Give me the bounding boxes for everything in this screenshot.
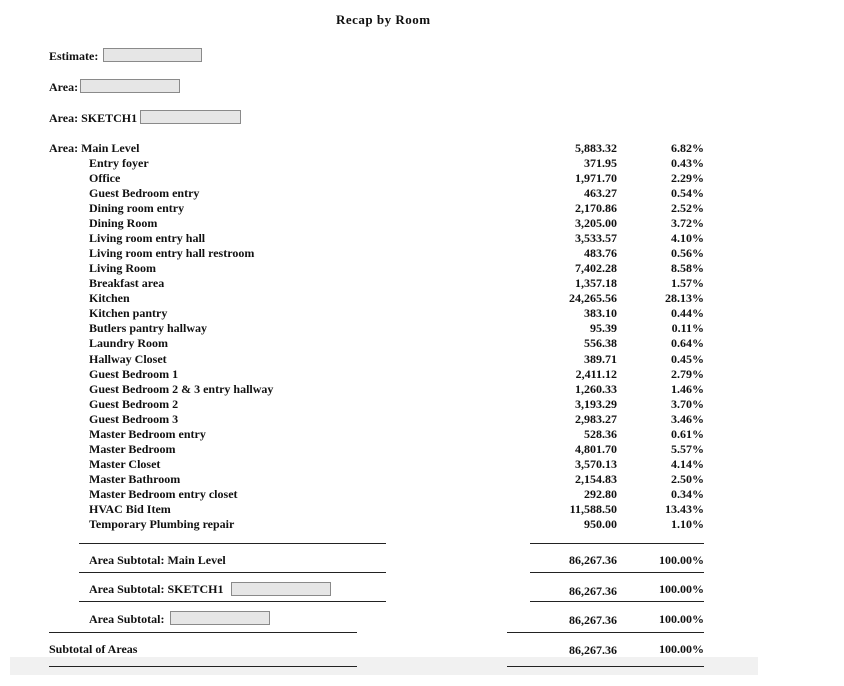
- room-value: 1,971.70: [575, 171, 617, 185]
- room-value: 463.27: [584, 186, 617, 200]
- room-value: 3,570.13: [575, 457, 617, 471]
- subtotal-sketch-value: 86,267.36: [569, 584, 617, 598]
- grand-total-label: Subtotal of Areas: [49, 642, 138, 656]
- area-sketch-label: Area: SKETCH1: [49, 111, 138, 125]
- room-value: 95.39: [590, 321, 617, 335]
- room-name: Entry foyer: [89, 156, 149, 170]
- divider: [530, 572, 704, 573]
- room-name: Living room entry hall restroom: [89, 246, 255, 260]
- area-sketch-redacted-field: [140, 110, 241, 124]
- room-name: Laundry Room: [89, 336, 169, 350]
- room-pct: 8.58%: [671, 261, 704, 275]
- area-redacted-field: [80, 79, 180, 93]
- room-pct: 2.52%: [671, 201, 704, 215]
- room-pct: 3.70%: [671, 397, 704, 411]
- area-main-label: Area: Main Level: [49, 141, 140, 155]
- divider: [530, 601, 704, 602]
- room-name: Butlers pantry hallway: [89, 321, 208, 335]
- room-name: Master Bedroom entry: [89, 427, 206, 441]
- room-value: 292.80: [584, 487, 617, 501]
- room-value: 950.00: [584, 517, 617, 531]
- room-value: 2,411.12: [575, 367, 617, 381]
- estimate-redacted-field: [103, 48, 202, 62]
- subtotal-sketch-redacted-field: [231, 582, 331, 596]
- room-value: 3,193.29: [575, 397, 617, 411]
- room-value: 3,205.00: [575, 216, 617, 230]
- room-pct: 4.14%: [671, 457, 704, 471]
- room-pct: 3.72%: [671, 216, 704, 230]
- estimate-label: Estimate:: [49, 49, 99, 63]
- room-name: Kitchen pantry: [89, 306, 168, 320]
- room-name: Master Bathroom: [89, 472, 181, 486]
- room-pct: 0.45%: [671, 352, 704, 366]
- room-value: 2,170.86: [575, 201, 617, 215]
- room-name: HVAC Bid Item: [89, 502, 171, 516]
- divider: [79, 601, 386, 602]
- divider: [49, 632, 357, 633]
- room-name: Guest Bedroom 2 & 3 entry hallway: [89, 382, 274, 396]
- area-label: Area:: [49, 80, 79, 94]
- divider: [49, 666, 357, 667]
- room-value: 1,357.18: [575, 276, 617, 290]
- room-name: Breakfast area: [89, 276, 165, 290]
- room-name: Guest Bedroom 1: [89, 367, 179, 381]
- grand-total-pct: 100.00%: [659, 642, 704, 656]
- room-name: Guest Bedroom 3: [89, 412, 179, 426]
- divider: [507, 666, 704, 667]
- main-level-value: 5,883.32: [575, 141, 617, 155]
- subtotal-main-label: Area Subtotal: Main Level: [89, 553, 226, 567]
- room-pct: 1.57%: [671, 276, 704, 290]
- subtotal-area-redacted-field: [170, 611, 270, 625]
- room-name: Guest Bedroom entry: [89, 186, 200, 200]
- room-name: Kitchen: [89, 291, 130, 305]
- room-value: 528.36: [584, 427, 617, 441]
- room-value: 3,533.57: [575, 231, 617, 245]
- room-pct: 0.61%: [671, 427, 704, 441]
- room-pct: 2.29%: [671, 171, 704, 185]
- page-title: Recap by Room: [336, 12, 431, 27]
- room-pct: 2.79%: [671, 367, 704, 381]
- room-value: 7,402.28: [575, 261, 617, 275]
- subtotal-sketch-label: Area Subtotal: SKETCH1: [89, 582, 224, 596]
- room-name: Guest Bedroom 2: [89, 397, 179, 411]
- divider: [507, 632, 704, 633]
- room-value: 483.76: [584, 246, 617, 260]
- room-value: 24,265.56: [569, 291, 617, 305]
- subtotal-sketch-pct: 100.00%: [659, 582, 704, 596]
- main-level-pct: 6.82%: [671, 141, 704, 155]
- room-value: 389.71: [584, 352, 617, 366]
- subtotal-area-label: Area Subtotal:: [89, 612, 165, 626]
- room-name: Living room entry hall: [89, 231, 206, 245]
- room-name: Office: [89, 171, 121, 185]
- subtotal-main-pct: 100.00%: [659, 553, 704, 567]
- room-value: 1,260.33: [575, 382, 617, 396]
- room-pct: 0.56%: [671, 246, 704, 260]
- room-name: Temporary Plumbing repair: [89, 517, 235, 531]
- divider: [79, 543, 386, 544]
- room-pct: 1.46%: [671, 382, 704, 396]
- room-name: Master Bedroom: [89, 442, 176, 456]
- room-pct: 0.43%: [671, 156, 704, 170]
- room-pct: 3.46%: [671, 412, 704, 426]
- room-value: 11,588.50: [569, 502, 617, 516]
- room-value: 4,801.70: [575, 442, 617, 456]
- room-name: Master Closet: [89, 457, 161, 471]
- room-pct: 5.57%: [671, 442, 704, 456]
- room-pct: 0.54%: [671, 186, 704, 200]
- room-value: 383.10: [584, 306, 617, 320]
- room-name: Hallway Closet: [89, 352, 167, 366]
- room-pct: 0.11%: [671, 321, 704, 335]
- room-name: Living Room: [89, 261, 157, 275]
- room-pct: 13.43%: [665, 502, 704, 516]
- room-pct: 0.64%: [671, 336, 704, 350]
- grand-total-value: 86,267.36: [569, 643, 617, 657]
- room-value: 556.38: [584, 336, 617, 350]
- room-name: Dining room entry: [89, 201, 185, 215]
- subtotal-area-pct: 100.00%: [659, 612, 704, 626]
- room-pct: 1.10%: [671, 517, 704, 531]
- room-pct: 28.13%: [665, 291, 704, 305]
- room-value: 2,154.83: [575, 472, 617, 486]
- room-pct: 0.44%: [671, 306, 704, 320]
- divider: [79, 572, 386, 573]
- room-pct: 4.10%: [671, 231, 704, 245]
- room-value: 371.95: [584, 156, 617, 170]
- divider: [530, 543, 704, 544]
- room-pct: 0.34%: [671, 487, 704, 501]
- subtotal-main-value: 86,267.36: [569, 553, 617, 567]
- subtotal-area-value: 86,267.36: [569, 613, 617, 627]
- room-value: 2,983.27: [575, 412, 617, 426]
- room-name: Dining Room: [89, 216, 158, 230]
- room-pct: 2.50%: [671, 472, 704, 486]
- room-name: Master Bedroom entry closet: [89, 487, 238, 501]
